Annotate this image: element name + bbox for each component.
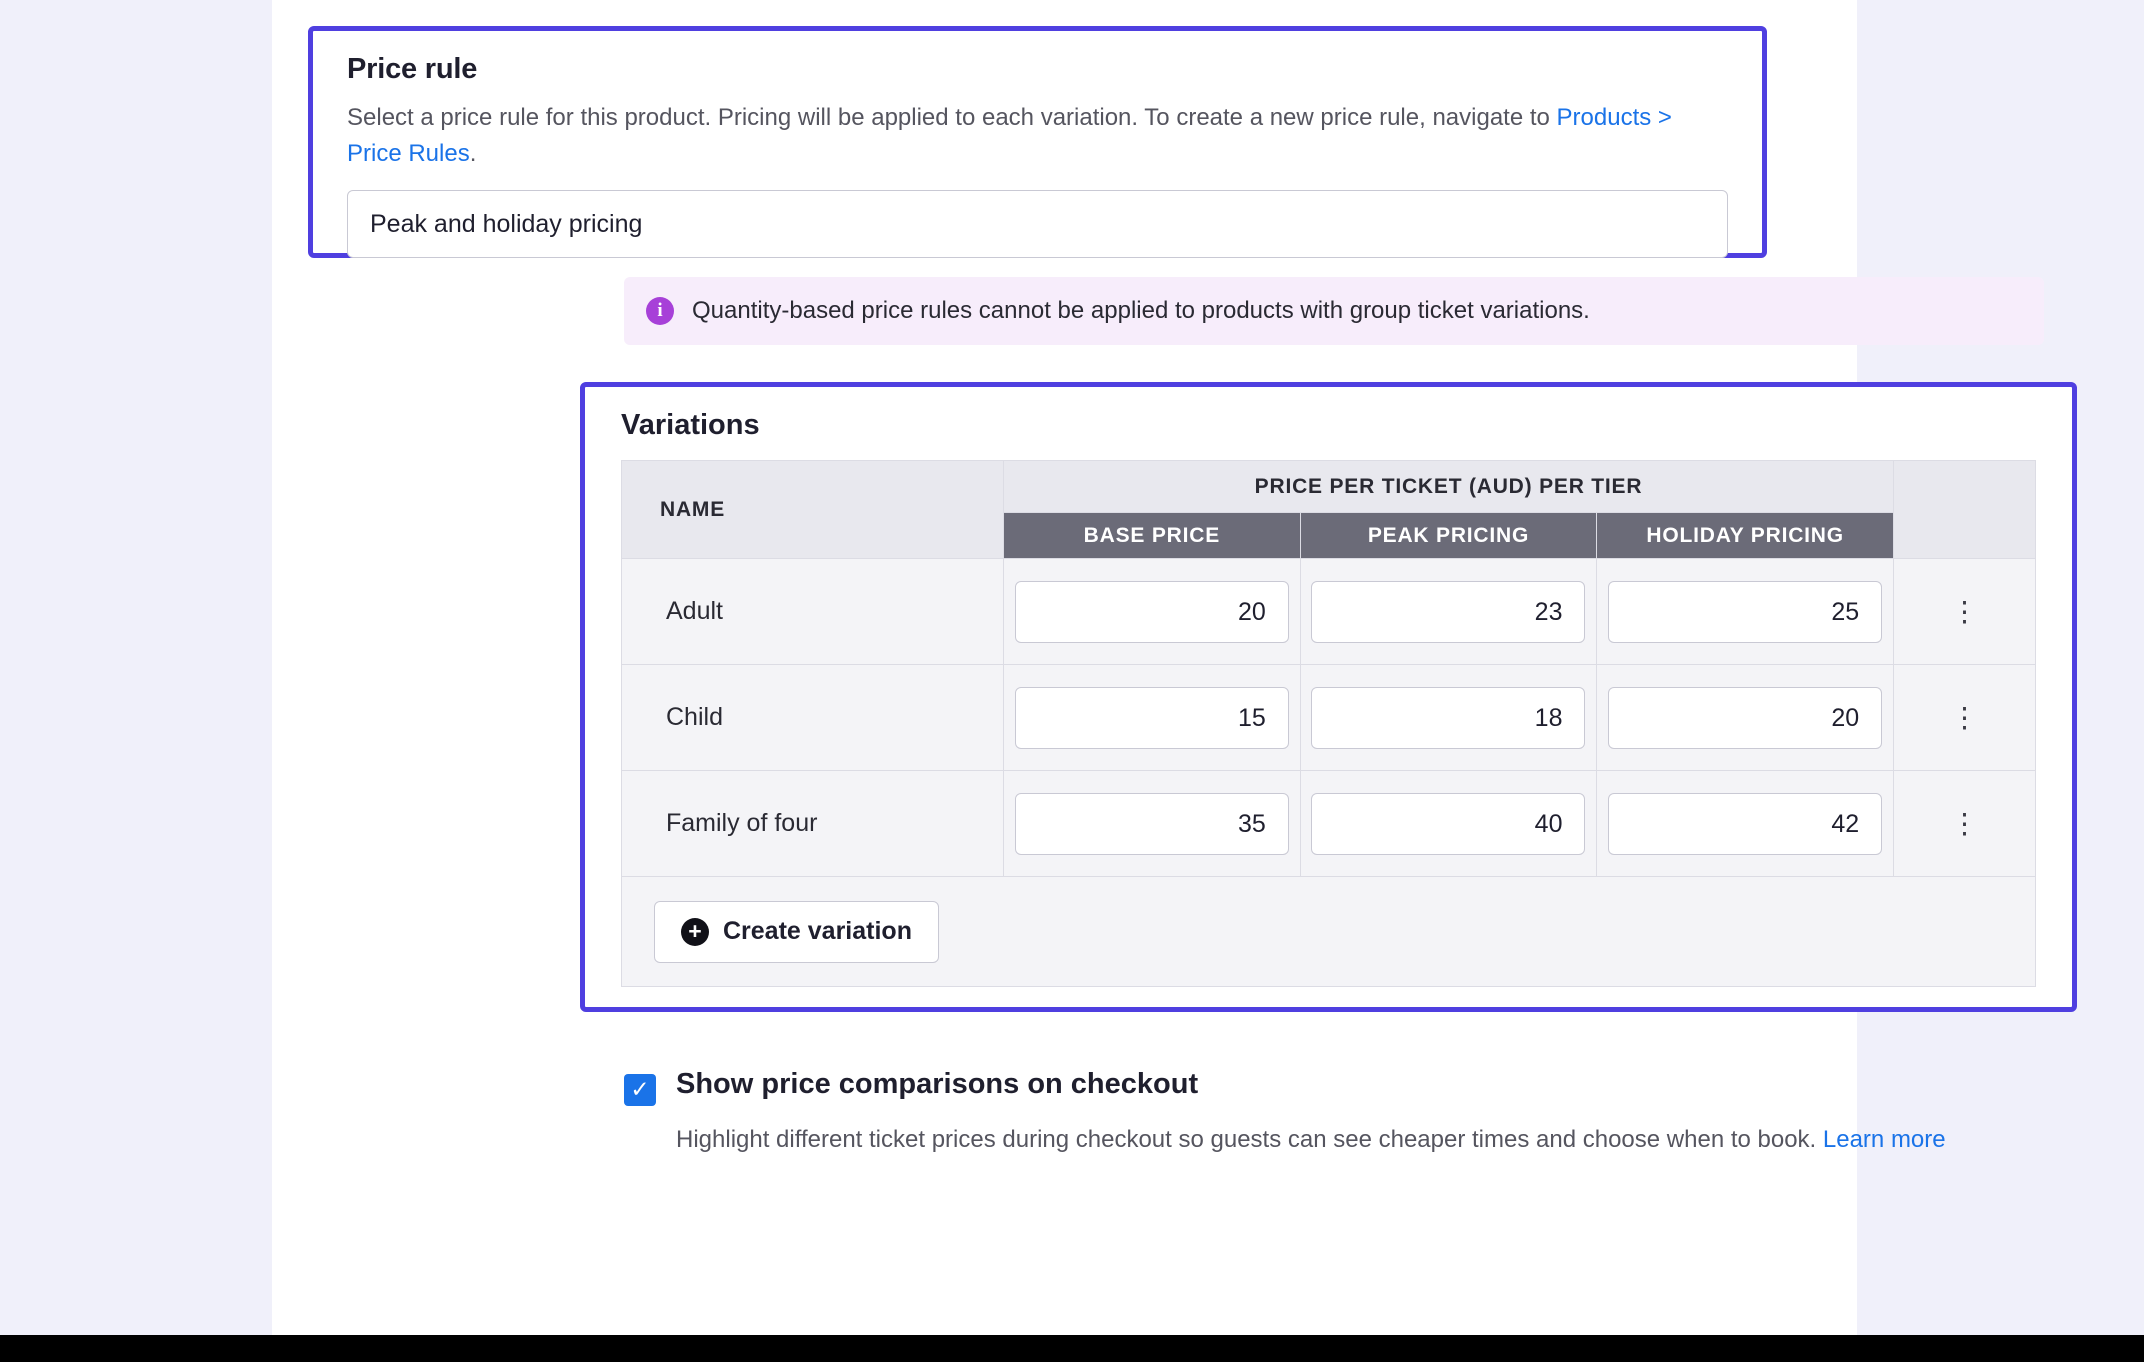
variations-table xyxy=(621,460,2036,987)
variations-title: Variations xyxy=(621,409,760,441)
holiday-pricing-input[interactable]: 20 xyxy=(1608,687,1882,749)
base-price-input[interactable]: 15 xyxy=(1015,687,1289,749)
table-row xyxy=(622,771,2036,877)
row-actions-cell xyxy=(1894,559,2036,665)
content-column xyxy=(272,0,1979,1335)
base-price-cell xyxy=(1004,771,1301,877)
column-header-base-price: BASE PRICE xyxy=(1004,513,1301,559)
base-price-cell xyxy=(1004,559,1301,665)
peak-pricing-cell xyxy=(1300,771,1597,877)
table-row xyxy=(622,559,2036,665)
kebab-menu-icon[interactable]: ⋮ xyxy=(1950,595,1979,627)
variations-footer-row xyxy=(622,877,2036,987)
price-rule-card xyxy=(308,26,1767,258)
peak-pricing-input[interactable]: 40 xyxy=(1311,793,1585,855)
holiday-pricing-input[interactable]: 42 xyxy=(1608,793,1882,855)
kebab-menu-icon[interactable]: ⋮ xyxy=(1950,807,1979,839)
create-variation-label: Create variation xyxy=(723,917,912,945)
column-header-holiday-pricing: HOLIDAY PRICING xyxy=(1597,513,1894,559)
peak-pricing-input[interactable]: 23 xyxy=(1311,581,1585,643)
peak-pricing-cell xyxy=(1300,559,1597,665)
base-price-cell xyxy=(1004,665,1301,771)
holiday-pricing-input[interactable]: 25 xyxy=(1608,581,1882,643)
variations-header-row xyxy=(622,461,2036,513)
column-header-name: NAME xyxy=(622,461,1004,559)
plus-icon: + xyxy=(681,918,709,946)
variations-card xyxy=(580,382,2077,1012)
variations-table-head xyxy=(622,461,2036,559)
row-actions-cell xyxy=(1894,771,2036,877)
column-header-actions xyxy=(1894,461,2036,559)
holiday-pricing-cell xyxy=(1597,771,1894,877)
peak-pricing-input[interactable]: 18 xyxy=(1311,687,1585,749)
price-rule-description xyxy=(347,100,1728,172)
variation-name: Adult xyxy=(622,559,1004,665)
price-rule-description-text: Select a price rule for this product. Pricing will be applied to each variation. To create a new price rule, navigate to xyxy=(347,104,1557,131)
create-variation-cell xyxy=(622,877,2036,987)
learn-more-link[interactable]: Learn more xyxy=(1822,1126,1946,1153)
price-rule-title: Price rule xyxy=(347,53,478,85)
show-price-comparisons-label: Show price comparisons on checkout xyxy=(676,1068,1199,1100)
price-comparison-section xyxy=(624,1068,2024,1162)
base-price-input[interactable]: 35 xyxy=(1015,793,1289,855)
price-comparison-row xyxy=(624,1068,2024,1106)
price-rules-link[interactable]: Products > Price Rules xyxy=(347,104,1672,167)
variation-name: Child xyxy=(622,665,1004,771)
holiday-pricing-cell xyxy=(1597,559,1894,665)
price-rule-select[interactable] xyxy=(347,190,1728,258)
price-rule-selected-value: Peak and holiday pricing xyxy=(370,209,643,238)
holiday-pricing-cell xyxy=(1597,665,1894,771)
peak-pricing-cell xyxy=(1300,665,1597,771)
column-header-peak-pricing: PEAK PRICING xyxy=(1300,513,1597,559)
base-price-input[interactable]: 20 xyxy=(1015,581,1289,643)
kebab-menu-icon[interactable]: ⋮ xyxy=(1950,701,1979,733)
price-comparison-description xyxy=(676,1118,2001,1162)
column-header-group: PRICE PER TICKET (AUD) PER TIER xyxy=(1004,461,1894,513)
info-icon: i xyxy=(646,297,674,325)
price-rule-description-end: . xyxy=(469,140,477,167)
info-banner xyxy=(624,277,2044,345)
create-variation-button[interactable] xyxy=(654,901,939,963)
table-row xyxy=(622,665,2036,771)
bottom-bar xyxy=(0,1335,2144,1362)
show-price-comparisons-checkbox[interactable]: ✓ xyxy=(624,1074,656,1106)
price-comparison-description-text: Highlight different ticket prices during checkout so guests can see cheaper times and choose when to book. xyxy=(676,1126,1823,1153)
variation-name: Family of four xyxy=(622,771,1004,877)
row-actions-cell xyxy=(1894,665,2036,771)
variations-table-body xyxy=(622,559,2036,987)
info-banner-text: Quantity-based price rules cannot be applied to products with group ticket variations. xyxy=(692,297,1590,324)
